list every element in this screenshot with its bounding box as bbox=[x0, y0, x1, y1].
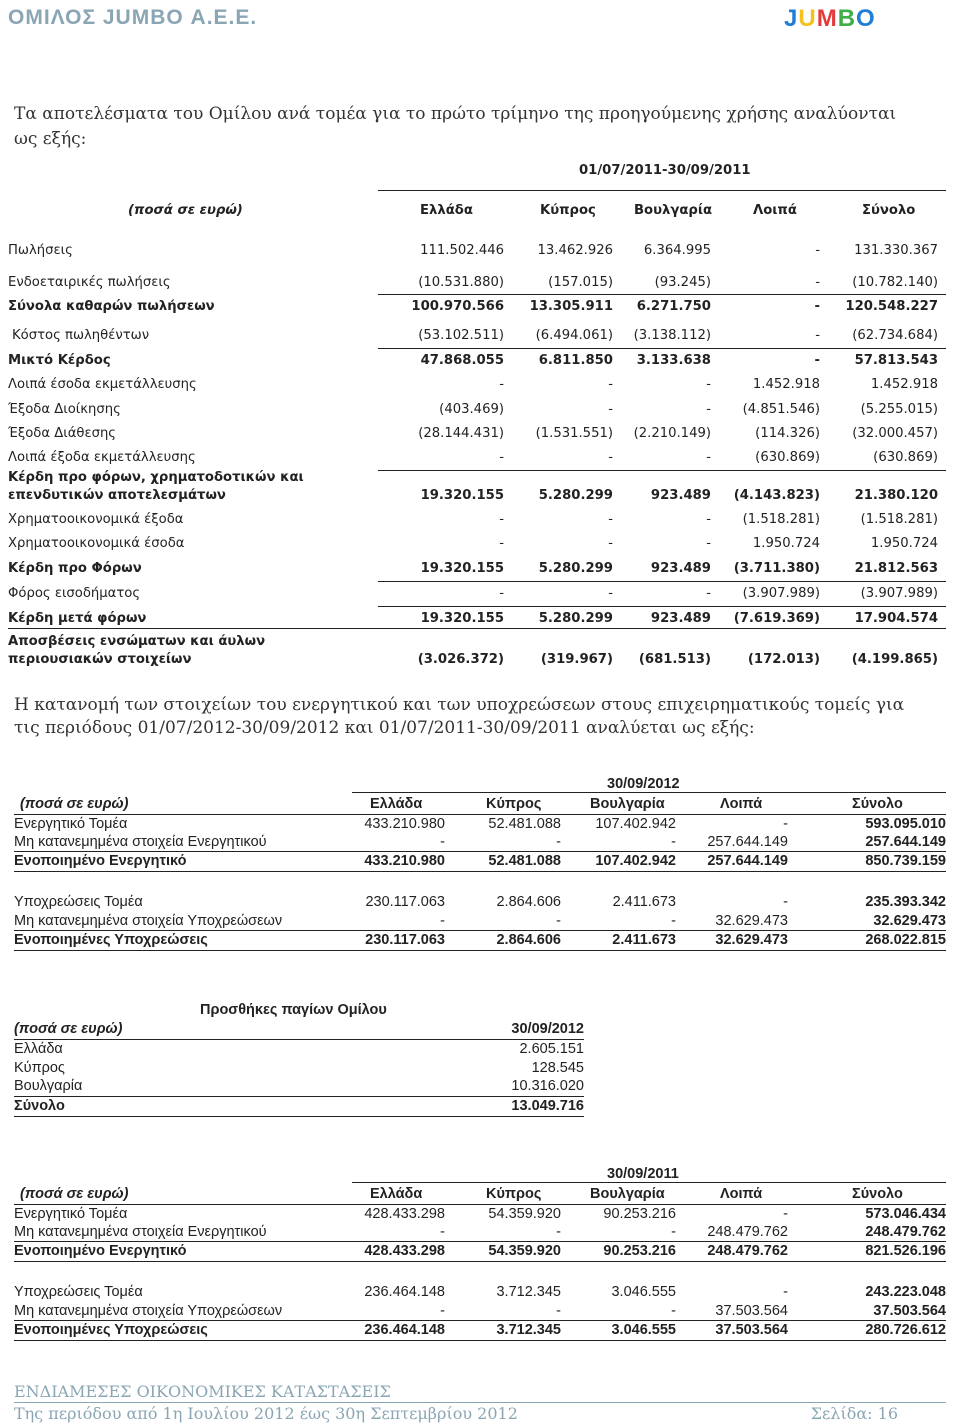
cell-value: - bbox=[499, 586, 504, 601]
cell-value: 21.380.120 bbox=[854, 488, 938, 503]
cell-value: 2.411.673 bbox=[612, 932, 676, 948]
t1-period: 01/07/2011-30/09/2011 bbox=[579, 163, 751, 178]
cell-value: 1.950.724 bbox=[752, 536, 820, 551]
cell-value: - bbox=[608, 512, 613, 527]
svg-text:JUMBO: JUMBO bbox=[784, 5, 876, 30]
period-label: 30/09/2011 bbox=[607, 1166, 679, 1182]
col-header: Λοιπά bbox=[720, 1186, 763, 1202]
cell-value: (1.518.281) bbox=[742, 512, 820, 527]
cell-value: (114.326) bbox=[755, 426, 820, 441]
cell-value: 13.462.926 bbox=[537, 243, 613, 258]
cell-value: 32.629.473 bbox=[715, 913, 788, 929]
cell-value: 821.526.196 bbox=[865, 1243, 946, 1259]
cell-value: 248.479.762 bbox=[707, 1243, 788, 1259]
cell-value: (4.143.823) bbox=[733, 488, 820, 503]
row-label: Ενοποιημένες Υποχρεώσεις bbox=[14, 932, 208, 948]
cell-value: - bbox=[706, 450, 711, 465]
cell-value: 5.280.299 bbox=[538, 488, 613, 503]
col-header: Βουλγαρία bbox=[590, 1186, 665, 1202]
row-label: Μη κατανεμημένα στοιχεία Ενεργητικού bbox=[14, 1224, 267, 1240]
row-label: Υποχρεώσεις Τομέα bbox=[14, 1284, 143, 1300]
cell-value: 1.452.918 bbox=[870, 377, 938, 392]
cell-value: 1.950.724 bbox=[870, 536, 938, 551]
cell-value: - bbox=[783, 894, 788, 910]
cell-value: 923.489 bbox=[650, 611, 711, 626]
footer-period: Της περιόδου από 1η Ιουλίου 2012 έως 30η Σεπτεμβρίου 2012 bbox=[14, 1404, 518, 1423]
cell-value: - bbox=[671, 913, 676, 929]
cell-value: (3.026.372) bbox=[417, 652, 504, 667]
cell-value: (3.907.989) bbox=[742, 586, 820, 601]
cell-value: - bbox=[556, 913, 561, 929]
period-label: 30/09/2012 bbox=[607, 776, 680, 792]
cell-value: - bbox=[556, 1224, 561, 1240]
t3-header-rule bbox=[14, 1039, 584, 1040]
row-rule bbox=[14, 1096, 584, 1097]
cell-value: - bbox=[499, 512, 504, 527]
cell-value: (403.469) bbox=[439, 402, 504, 417]
cell-value: 131.330.367 bbox=[854, 243, 938, 258]
row-label: Ενοποιημένες Υποχρεώσεις bbox=[14, 1322, 208, 1338]
cell-value: - bbox=[440, 1224, 445, 1240]
row-label: Κέρδη προ Φόρων bbox=[8, 561, 142, 576]
cell-value: 120.548.227 bbox=[845, 299, 938, 314]
cell-value: 37.503.564 bbox=[715, 1322, 788, 1338]
cell-value: 107.402.942 bbox=[595, 853, 676, 869]
cell-value: 6.364.995 bbox=[643, 243, 711, 258]
cell-value: 3.133.638 bbox=[636, 353, 711, 368]
cell-value: (6.494.061) bbox=[535, 328, 613, 343]
col-header: Ελλάδα bbox=[370, 796, 423, 812]
cell-value: 573.046.434 bbox=[865, 1206, 946, 1222]
row-rule bbox=[14, 950, 946, 951]
row-rule bbox=[378, 470, 946, 471]
row-label: Μη κατανεμημένα στοιχεία Υποχρεώσεων bbox=[14, 1303, 283, 1319]
cell-value: 54.359.920 bbox=[488, 1206, 561, 1222]
cell-value: 90.253.216 bbox=[603, 1243, 676, 1259]
row-rule bbox=[8, 628, 946, 629]
cell-value: 3.046.555 bbox=[611, 1284, 676, 1300]
row-label: Κέρδη προ φόρων, χρηματοδοτικών και bbox=[8, 470, 304, 485]
cell-value: - bbox=[783, 816, 788, 832]
page-number: Σελίδα: 16 bbox=[810, 1404, 898, 1423]
cell-value: 47.868.055 bbox=[420, 353, 504, 368]
row-label: Αποσβέσεις ενσώματων και άυλων bbox=[8, 634, 266, 649]
col-header: Σύνολο bbox=[852, 1186, 903, 1202]
cell-value: (4.851.546) bbox=[742, 402, 820, 417]
row-rule bbox=[14, 1241, 946, 1242]
cell-value: 52.481.088 bbox=[488, 853, 561, 869]
row-label: Μη κατανεμημένα στοιχεία Υποχρεώσεων bbox=[14, 913, 283, 929]
cell-value: - bbox=[706, 377, 711, 392]
col-header: Βουλγαρία bbox=[590, 796, 665, 812]
cell-value: 10.316.020 bbox=[511, 1078, 584, 1094]
cell-value: 850.739.159 bbox=[865, 853, 946, 869]
cell-value: 428.433.298 bbox=[364, 1206, 445, 1222]
header-rule bbox=[14, 1204, 946, 1205]
cell-value: 37.503.564 bbox=[715, 1303, 788, 1319]
row-label: Σύνολο bbox=[14, 1098, 65, 1114]
cell-value: - bbox=[671, 834, 676, 850]
row-label: Μικτό Κέρδος bbox=[8, 353, 111, 368]
cell-value: (681.513) bbox=[638, 652, 711, 667]
cell-value: 2.605.151 bbox=[519, 1041, 584, 1057]
cell-value: - bbox=[608, 402, 613, 417]
cell-value: 21.812.563 bbox=[854, 561, 938, 576]
row-rule bbox=[378, 294, 946, 295]
cell-value: - bbox=[814, 299, 820, 314]
cell-value: - bbox=[608, 586, 613, 601]
cell-value: 2.864.606 bbox=[496, 932, 561, 948]
row-rule bbox=[14, 1320, 946, 1321]
row-label: Σύνολα καθαρών πωλήσεων bbox=[8, 299, 215, 314]
cell-value: - bbox=[706, 512, 711, 527]
row-label: Έξοδα Διάθεσης bbox=[8, 426, 117, 441]
header-rule bbox=[14, 814, 946, 815]
cell-value: (630.869) bbox=[873, 450, 938, 465]
cell-value: - bbox=[608, 377, 613, 392]
cell-value: (10.782.140) bbox=[852, 275, 938, 290]
cell-value: 107.402.942 bbox=[595, 816, 676, 832]
row-label: περιουσιακών στοιχείων bbox=[8, 652, 192, 667]
unit-label: (ποσά σε ευρώ) bbox=[20, 1186, 129, 1202]
cell-value: (53.102.511) bbox=[418, 328, 504, 343]
cell-value: - bbox=[706, 402, 711, 417]
cell-value: 111.502.446 bbox=[420, 243, 504, 258]
cell-value: - bbox=[815, 328, 820, 343]
cell-value: (93.245) bbox=[654, 275, 711, 290]
header-rule bbox=[378, 190, 946, 191]
cell-value: 268.022.815 bbox=[865, 932, 946, 948]
row-label: Βουλγαρία bbox=[14, 1078, 83, 1094]
row-label: Κόστος πωληθέντων bbox=[12, 328, 150, 343]
cell-value: 248.479.762 bbox=[707, 1224, 788, 1240]
cell-value: - bbox=[556, 834, 561, 850]
cell-value: (319.967) bbox=[540, 652, 613, 667]
col-header: Σύνολο bbox=[862, 203, 916, 218]
row-label: Ενοποιημένο Ενεργητικό bbox=[14, 853, 187, 869]
row-label: Πωλήσεις bbox=[8, 243, 73, 258]
row-rule bbox=[14, 1340, 946, 1341]
cell-value: - bbox=[608, 536, 613, 551]
cell-value: 230.117.063 bbox=[365, 894, 445, 910]
cell-value: 280.726.612 bbox=[865, 1322, 946, 1338]
row-label: Έξοδα Διοίκησης bbox=[8, 402, 121, 417]
cell-value: (3.711.380) bbox=[733, 561, 820, 576]
footer-title: ΕΝΔΙΑΜΕΣΕΣ ΟΙΚΟΝΟΜΙΚΕΣ ΚΑΤΑΣΤΑΣΕΙΣ bbox=[14, 1382, 391, 1401]
t1-unit: (ποσά σε ευρώ) bbox=[128, 203, 243, 218]
footer-rule bbox=[14, 1402, 946, 1403]
row-label: Ενεργητικό Τομέα bbox=[14, 1206, 128, 1222]
cell-value: 257.644.149 bbox=[707, 834, 788, 850]
cell-value: 923.489 bbox=[650, 488, 711, 503]
col-header: Λοιπά bbox=[720, 796, 763, 812]
cell-value: 6.811.850 bbox=[538, 353, 613, 368]
cell-value: 3.712.345 bbox=[496, 1284, 561, 1300]
col-header: Κύπρος bbox=[540, 203, 596, 218]
cell-value: 13.049.716 bbox=[511, 1098, 584, 1114]
cell-value: 433.210.980 bbox=[364, 853, 445, 869]
cell-value: - bbox=[499, 450, 504, 465]
cell-value: 19.320.155 bbox=[420, 488, 504, 503]
intro-text: Τα αποτελέσματα του Ομίλου ανά τομέα για το πρώτο τρίμηνο της προηγούμενης χρήσης αναλύονται ως εξής: bbox=[14, 104, 897, 149]
cell-value: - bbox=[556, 1303, 561, 1319]
cell-value: 32.629.473 bbox=[715, 932, 788, 948]
cell-value: - bbox=[783, 1206, 788, 1222]
col-header: Σύνολο bbox=[852, 796, 903, 812]
t3-title: Προσθήκες παγίων Ομίλου bbox=[200, 1002, 387, 1018]
row-label: Λοιπά έξοδα εκμετάλλευσης bbox=[8, 450, 196, 465]
row-label: Ενοποιημένο Ενεργητικό bbox=[14, 1243, 187, 1259]
cell-value: (10.531.880) bbox=[418, 275, 504, 290]
cell-value: 257.644.149 bbox=[707, 853, 788, 869]
cell-value: - bbox=[440, 913, 445, 929]
row-rule bbox=[14, 871, 946, 872]
cell-value: - bbox=[440, 834, 445, 850]
row-label: Χρηματοοικονομικά έξοδα bbox=[8, 512, 184, 527]
cell-value: - bbox=[440, 1303, 445, 1319]
row-label: Κέρδη μετά φόρων bbox=[8, 611, 147, 626]
cell-value: - bbox=[706, 586, 711, 601]
jumbo-logo bbox=[784, 4, 898, 30]
row-label: Χρηματοοικονομικά έσοδα bbox=[8, 536, 185, 551]
cell-value: 13.305.911 bbox=[529, 299, 613, 314]
row-label: Ενδοεταιρικές πωλήσεις bbox=[8, 275, 171, 290]
cell-value: (630.869) bbox=[755, 450, 820, 465]
cell-value: 1.452.918 bbox=[752, 377, 820, 392]
cell-value: 257.644.149 bbox=[865, 834, 946, 850]
cell-value: (4.199.865) bbox=[851, 652, 938, 667]
cell-value: - bbox=[499, 536, 504, 551]
cell-value: - bbox=[814, 353, 820, 368]
cell-value: (62.734.684) bbox=[852, 328, 938, 343]
cell-value: (157.015) bbox=[548, 275, 613, 290]
cell-value: 2.864.606 bbox=[496, 894, 561, 910]
cell-value: 6.271.750 bbox=[636, 299, 711, 314]
cell-value: (5.255.015) bbox=[860, 402, 938, 417]
cell-value: 923.489 bbox=[650, 561, 711, 576]
header-rule bbox=[352, 1182, 946, 1183]
row-rule bbox=[378, 348, 946, 349]
cell-value: 52.481.088 bbox=[488, 816, 561, 832]
cell-value: - bbox=[706, 536, 711, 551]
cell-value: 17.904.574 bbox=[854, 611, 938, 626]
cell-value: 243.223.048 bbox=[865, 1284, 946, 1300]
header-rule bbox=[352, 792, 946, 793]
cell-value: 128.545 bbox=[531, 1060, 584, 1076]
row-label: Φόρος εισοδήματος bbox=[8, 586, 141, 601]
row-label: Υποχρεώσεις Τομέα bbox=[14, 894, 143, 910]
row-rule bbox=[14, 1116, 584, 1117]
cell-value: 230.117.063 bbox=[365, 932, 445, 948]
col-header: Ελλάδα bbox=[420, 203, 473, 218]
cell-value: (7.619.369) bbox=[733, 611, 820, 626]
col-header: Κύπρος bbox=[486, 1186, 542, 1202]
cell-value: (32.000.457) bbox=[852, 426, 938, 441]
cell-value: 5.280.299 bbox=[538, 561, 613, 576]
row-label: επενδυτικών αποτελεσμάτων bbox=[8, 488, 226, 503]
cell-value: 3.046.555 bbox=[611, 1322, 676, 1338]
cell-value: 57.813.543 bbox=[854, 353, 938, 368]
cell-value: 433.210.980 bbox=[364, 816, 445, 832]
cell-value: 32.629.473 bbox=[873, 913, 946, 929]
row-label: Ενεργητικό Τομέα bbox=[14, 816, 128, 832]
col-header: Κύπρος bbox=[486, 796, 542, 812]
cell-value: (3.907.989) bbox=[860, 586, 938, 601]
cell-value: - bbox=[671, 1303, 676, 1319]
row-rule bbox=[14, 851, 946, 852]
t3-period: 30/09/2012 bbox=[511, 1021, 584, 1037]
t3-unit: (ποσά σε ευρώ) bbox=[14, 1021, 123, 1037]
cell-value: 235.393.342 bbox=[865, 894, 946, 910]
cell-value: 90.253.216 bbox=[603, 1206, 676, 1222]
cell-value: 5.280.299 bbox=[538, 611, 613, 626]
cell-value: (1.531.551) bbox=[535, 426, 613, 441]
allocation-paragraph: Η κατανομή των στοιχείων του ενεργητικού και των υποχρεώσεων στους επιχειρηματικούς τομείς για τις περιόδους 01/07/2012-30/09/2012 και 01/07/2011-30/09/2011 αναλύεται ως εξής: bbox=[14, 695, 905, 738]
cell-value: - bbox=[815, 275, 820, 290]
cell-value: (28.144.431) bbox=[418, 426, 504, 441]
cell-value: - bbox=[499, 377, 504, 392]
row-rule bbox=[378, 606, 946, 607]
unit-label: (ποσά σε ευρώ) bbox=[20, 796, 129, 812]
cell-value: - bbox=[671, 1224, 676, 1240]
cell-value: 54.359.920 bbox=[488, 1243, 561, 1259]
cell-value: (3.138.112) bbox=[633, 328, 711, 343]
row-label: Ελλάδα bbox=[14, 1041, 63, 1057]
cell-value: 236.464.148 bbox=[364, 1284, 445, 1300]
cell-value: 236.464.148 bbox=[364, 1322, 445, 1338]
row-rule bbox=[14, 930, 946, 931]
row-rule bbox=[14, 1261, 946, 1262]
cell-value: 2.411.673 bbox=[612, 894, 676, 910]
col-header: Ελλάδα bbox=[370, 1186, 423, 1202]
cell-value: - bbox=[783, 1284, 788, 1300]
cell-value: 248.479.762 bbox=[865, 1224, 946, 1240]
cell-value: 19.320.155 bbox=[420, 561, 504, 576]
company-title: ΟΜΙΛΟΣ JUMBO Α.Ε.Ε. bbox=[8, 6, 258, 29]
cell-value: 428.433.298 bbox=[364, 1243, 445, 1259]
cell-value: 100.970.566 bbox=[411, 299, 504, 314]
row-label: Λοιπά έσοδα εκμετάλλευσης bbox=[8, 377, 197, 392]
cell-value: 19.320.155 bbox=[420, 611, 504, 626]
cell-value: (172.013) bbox=[747, 652, 820, 667]
cell-value: 37.503.564 bbox=[873, 1303, 946, 1319]
cell-value: - bbox=[608, 450, 613, 465]
row-rule bbox=[378, 581, 946, 582]
col-header: Λοιπά bbox=[753, 203, 797, 218]
row-label: Κύπρος bbox=[14, 1060, 65, 1076]
cell-value: - bbox=[815, 243, 820, 258]
cell-value: 3.712.345 bbox=[496, 1322, 561, 1338]
row-label: Μη κατανεμημένα στοιχεία Ενεργητικού bbox=[14, 834, 267, 850]
cell-value: 593.095.010 bbox=[865, 816, 946, 832]
col-header: Βουλγαρία bbox=[634, 203, 713, 218]
cell-value: (2.210.149) bbox=[633, 426, 711, 441]
cell-value: (1.518.281) bbox=[860, 512, 938, 527]
